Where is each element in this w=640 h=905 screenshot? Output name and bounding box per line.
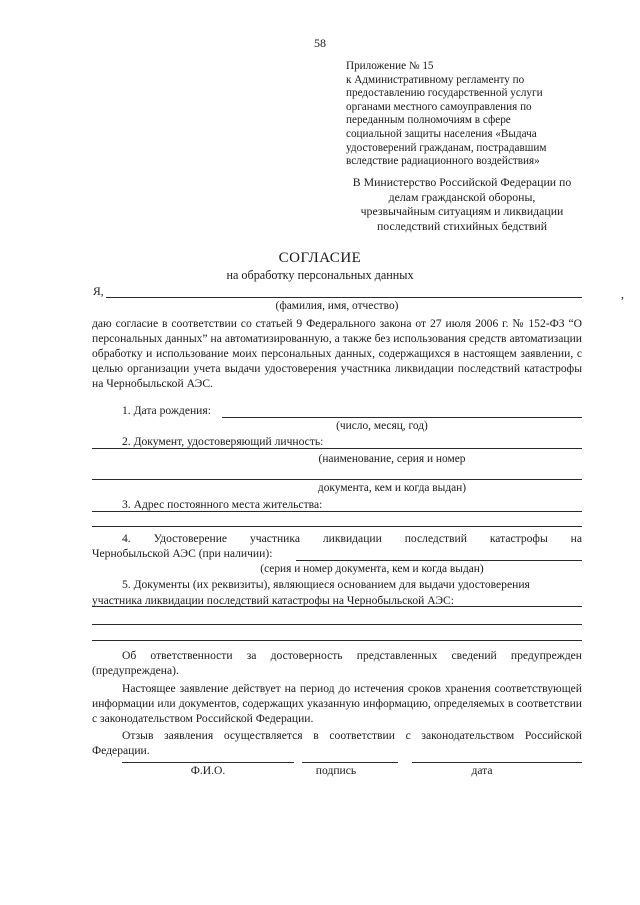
supporting-docs-label-2: участника ликвидации последствий катастрофы на Чернобыльской АЭС: (92, 594, 454, 607)
certificate-line (122, 532, 582, 545)
addressee-line: В Министерство Российской Федерации по (352, 175, 572, 189)
annex-line: социальной защиты населения «Выдача (346, 127, 537, 140)
certificate-word: Удостоверение (153, 532, 228, 545)
fio-signature-line[interactable] (122, 762, 294, 763)
identity-doc-input-line-2[interactable] (92, 479, 582, 480)
annex-line: переданным полномочиям в сфере (346, 114, 511, 127)
certificate-hint: (серия и номер документа, кем и когда выдан) (260, 563, 484, 575)
annex-line: к Административному регламенту по (346, 73, 525, 86)
address-input-line-2[interactable] (92, 526, 582, 527)
document-subtitle: на обработку персональных данных (226, 268, 414, 282)
birth-date-hint: (число, месяц, год) (336, 420, 428, 432)
annex-line: предоставлению государственной услуги (346, 87, 543, 100)
addressee-line: последствий стихийных бедствий (376, 218, 548, 233)
signature-line[interactable] (302, 762, 398, 763)
certificate-word: ликвидации (322, 532, 382, 545)
fio-caption: Ф.И.О. (190, 764, 226, 777)
addressee-block (330, 175, 594, 233)
annex-heading: Приложение № 15 (346, 60, 434, 72)
validity-paragraph: Настоящее заявление действует на период до истечения сроков хранения соответствующей информации или документов, содержащих указанную информацию, определяемых в соответствии с законодательством Российской Федерации. (92, 682, 582, 725)
fio-hint: (фамилия, имя, отчество) (275, 300, 399, 312)
certificate-word: последствий (404, 532, 467, 545)
certificate-input-line[interactable] (296, 560, 582, 561)
date-caption: дата (471, 764, 493, 777)
annex-line: органами местного самоуправления по (346, 100, 532, 113)
document-title: СОГЛАСИЕ (278, 250, 362, 266)
annex-line: удостоверений гражданам, пострадавшим (346, 141, 547, 154)
revocation-paragraph: Отзыв заявления осуществляется в соответствии с законодательством Российской Федерации. (92, 729, 582, 757)
supporting-docs-label: 5. Документы (их реквизиты), являющиеся основанием для выдачи удостоверения (122, 578, 530, 591)
certificate-word: на (570, 532, 582, 545)
responsibility-paragraph: Об ответственности за достоверность представленных сведений предупрежден (предупреждена). (92, 649, 582, 677)
supporting-docs-input-line[interactable] (92, 606, 582, 607)
certificate-word: участника (249, 532, 300, 545)
addressee-line: делам гражданской обороны, (388, 189, 536, 204)
signature-caption: подпись (315, 764, 357, 777)
annex-block (346, 60, 568, 169)
consent-paragraph: даю согласие в соответствии со статьей 9 Федерального закона от 27 июля 2006 г. № 152-ФЗ “О персональных данных” на автоматизированную, а также без использования средств автоматизации обработку и использование моих персональных данных, содержащихся в настоящем заявлении, с целью организации учета выдачи удостоверения участника ликвидации последствий катастрофы на Чернобыльской АЭС. (92, 317, 582, 390)
identity-doc-input-line[interactable] (92, 448, 582, 449)
date-signature-line[interactable] (412, 762, 582, 763)
annex-line: вследствие радиационного воздействия» (346, 155, 540, 168)
certificate-label: Чернобыльской АЭС (при наличии): (92, 547, 273, 560)
certificate-word: 4. (122, 532, 131, 545)
identity-doc-label: 2. Документ, удостоверяющий личность: (122, 435, 324, 448)
address-label: 3. Адрес постоянного места жительства: (122, 498, 323, 511)
addressee-line: чрезвычайным ситуациям и ликвидации (360, 204, 564, 219)
supporting-docs-input-line-2[interactable] (92, 624, 582, 625)
margin-mark: , (621, 287, 624, 301)
ya-label: Я, (93, 285, 104, 298)
supporting-docs-input-line-3[interactable] (92, 640, 582, 641)
identity-doc-hint: (наименование, серия и номер (318, 453, 466, 465)
address-input-line[interactable] (92, 511, 582, 512)
certificate-word: катастрофы (489, 532, 548, 545)
birth-date-label: 1. Дата рождения: (122, 404, 211, 417)
identity-doc-hint-2: документа, кем и когда выдан) (317, 482, 467, 494)
fio-input-line[interactable] (106, 297, 582, 298)
birth-date-input-line[interactable] (222, 417, 582, 418)
page-number: 58 (314, 36, 326, 50)
